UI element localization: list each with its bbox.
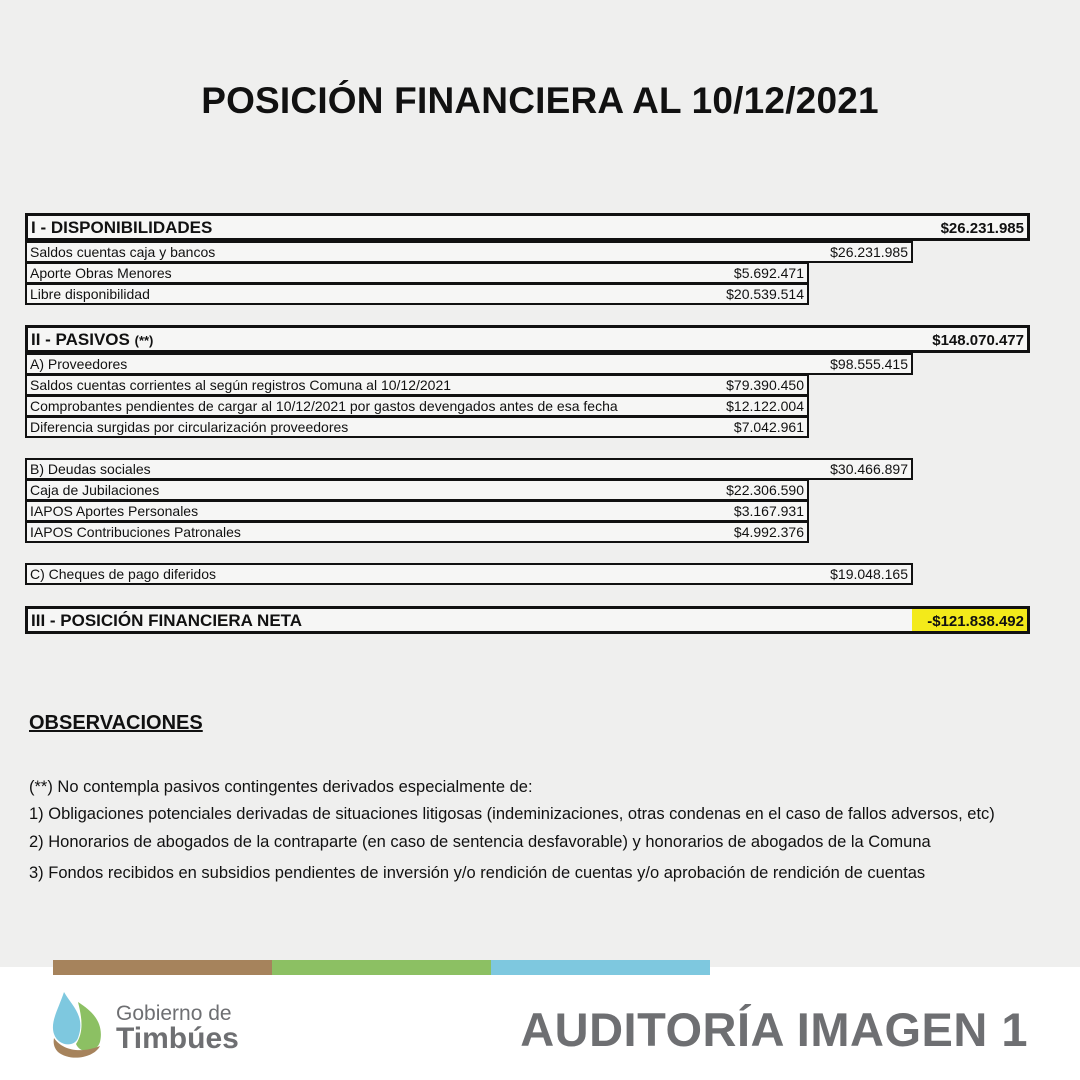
deudas-item-row [25, 479, 809, 501]
proveedores-item-row [25, 374, 809, 396]
posicion-neta-amount: -$121.838.492 [912, 609, 1027, 631]
auditoria-banner: AUDITORÍA IMAGEN 1 [520, 1003, 1028, 1056]
stripe-brown [53, 960, 272, 975]
posicion-neta-label: III - POSICIÓN FINANCIERA NETA [31, 611, 303, 630]
aporte-obras-amount: $5.692.471 [733, 265, 804, 281]
pasivos-header [25, 325, 1030, 353]
deudas-sociales-amount: $30.466.897 [830, 461, 908, 477]
deudas-item-label: IAPOS Contribuciones Patronales [30, 524, 241, 540]
stripe-blue [491, 960, 710, 975]
logo-line2: Timbúes [116, 1022, 239, 1055]
libre-disponibilidad-amount: $20.539.514 [726, 286, 804, 302]
aporte-obras-row [25, 262, 809, 284]
logo-line1: Gobierno de [116, 1002, 232, 1025]
saldos-row [25, 241, 913, 263]
proveedores-item-label: Saldos cuentas corrientes al según registros Comuna al 10/12/2021 [30, 377, 452, 393]
deudas-item-amount: $22.306.590 [726, 482, 804, 498]
disponibilidades-total: $26.231.985 [940, 220, 1024, 237]
cheques-label: C) Cheques de pago diferidos [30, 566, 217, 582]
pasivos-title: II - PASIVOS [31, 330, 130, 349]
stripe-green [272, 960, 491, 975]
observacion-line: 1) Obligaciones potenciales derivadas de situaciones litigosas (indeminizaciones, otras condenas en el caso de fallos adversos, etc) [29, 805, 995, 823]
deudas-item-row [25, 500, 809, 522]
pasivos-note: (**) [134, 333, 154, 348]
proveedores-row [25, 353, 913, 375]
proveedores-label: A) Proveedores [30, 356, 128, 372]
disponibilidades-header [25, 213, 1030, 241]
proveedores-item-row [25, 395, 809, 417]
disponibilidades-label: I - DISPONIBILIDADES [31, 218, 213, 237]
libre-disponibilidad-label: Libre disponibilidad [30, 286, 150, 302]
observaciones-title: OBSERVACIONES [29, 712, 203, 734]
cheques-row [25, 563, 913, 585]
page-title: POSICIÓN FINANCIERA AL 10/12/2021 [201, 80, 879, 121]
observacion-line: (**) No contempla pasivos contingentes derivados especialmente de: [29, 778, 533, 796]
posicion-neta-header [25, 606, 1030, 634]
deudas-item-amount: $3.167.931 [733, 503, 804, 519]
proveedores-amount: $98.555.415 [830, 356, 908, 372]
proveedores-item-amount: $12.122.004 [726, 398, 804, 414]
saldos-label: Saldos cuentas caja y bancos [30, 244, 216, 260]
cheques-amount: $19.048.165 [830, 566, 908, 582]
proveedores-item-amount: $79.390.450 [726, 377, 804, 393]
deudas-item-label: IAPOS Aportes Personales [30, 503, 199, 519]
saldos-amount: $26.231.985 [830, 244, 908, 260]
proveedores-item-label: Comprobantes pendientes de cargar al 10/12/2021 por gastos devengados antes de esa fecha [30, 398, 618, 414]
proveedores-item-row [25, 416, 809, 438]
deudas-item-label: Caja de Jubilaciones [30, 482, 160, 498]
pasivos-label [31, 331, 153, 349]
aporte-obras-label: Aporte Obras Menores [30, 265, 172, 281]
observacion-line: 2) Honorarios de abogados de la contraparte (en caso de sentencia desfavorable) y honorarios de abogados de la Comuna [29, 833, 931, 851]
deudas-sociales-row [25, 458, 913, 480]
timbues-logo-icon [50, 988, 106, 1060]
libre-disponibilidad-row [25, 283, 809, 305]
deudas-item-amount: $4.992.376 [733, 524, 804, 540]
deudas-sociales-label: B) Deudas sociales [30, 461, 151, 477]
proveedores-item-amount: $7.042.961 [733, 419, 804, 435]
observacion-line: 3) Fondos recibidos en subsidios pendientes de inversión y/o rendición de cuentas y/o aprobación de rendición de cuentas [29, 864, 926, 882]
pasivos-total: $148.070.477 [932, 332, 1024, 349]
deudas-item-row [25, 521, 809, 543]
proveedores-item-label: Diferencia surgidas por circularización proveedores [30, 419, 349, 435]
